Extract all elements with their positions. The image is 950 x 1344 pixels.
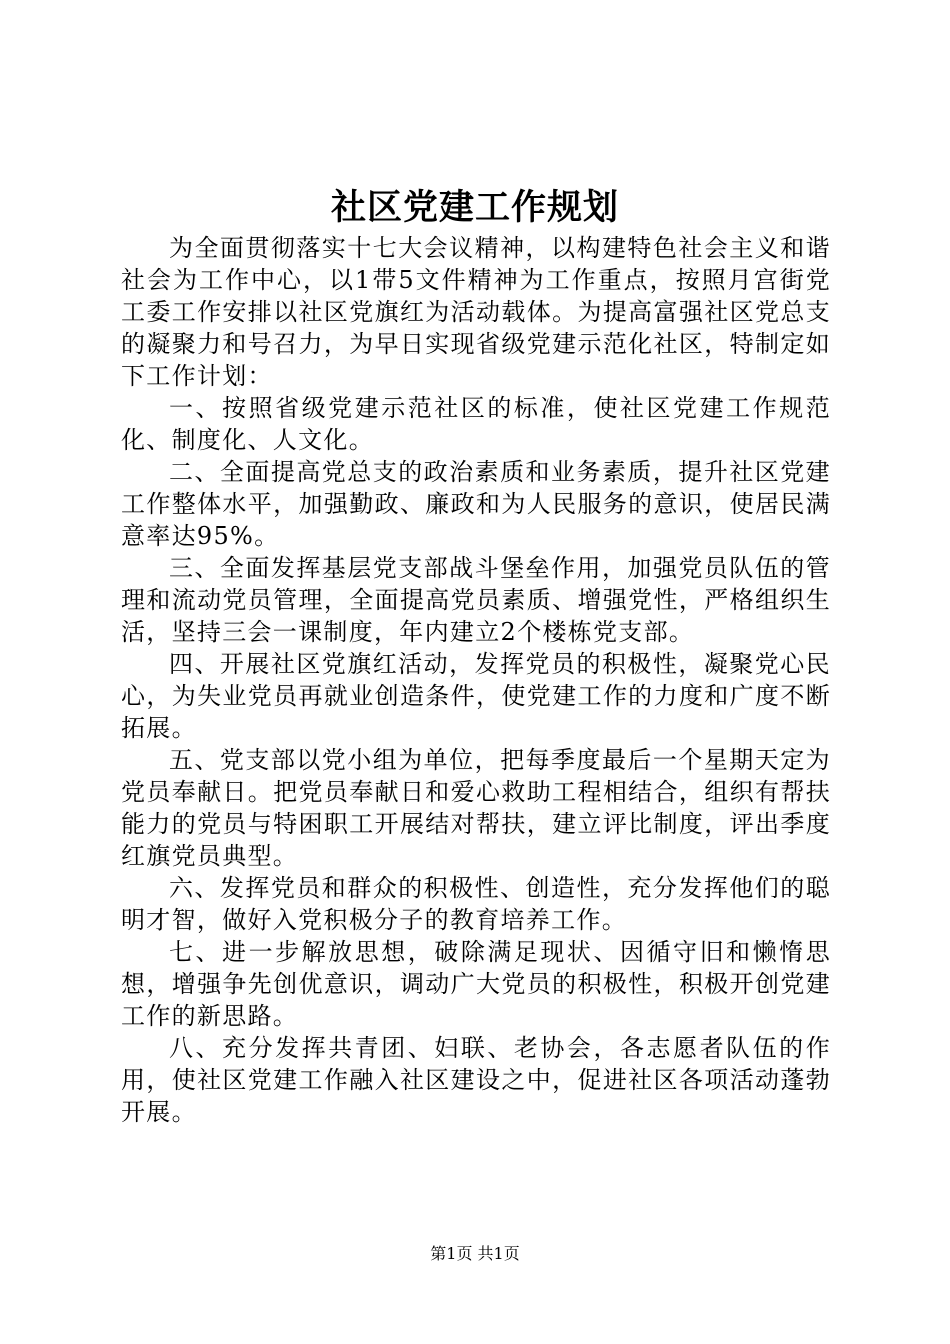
paragraph-item-1: 一、按照省级党建示范社区的标准，使社区党建工作规范化、制度化、人文化。 bbox=[121, 394, 831, 454]
document-body bbox=[121, 232, 831, 1128]
paragraph-item-4: 四、开展社区党旗红活动，发挥党员的积极性，凝聚党心民心，为失业党员再就业创造条件，使党建工作的力度和广度不断拓展。 bbox=[121, 650, 831, 742]
paragraph-item-8: 八、充分发挥共青团、妇联、老协会，各志愿者队伍的作用，使社区党建工作融入社区建设之中，促进社区各项活动蓬勃开展。 bbox=[121, 1034, 831, 1126]
paragraph-item-6: 六、发挥党员和群众的积极性、创造性，充分发挥他们的聪明才智，做好入党积极分子的教育培养工作。 bbox=[121, 874, 831, 934]
paragraph-item-3: 三、全面发挥基层党支部战斗堡垒作用，加强党员队伍的管理和流动党员管理，全面提高党员素质、增强党性，严格组织生活，坚持三会一课制度，年内建立2个楼栋党支部。 bbox=[121, 554, 831, 646]
paragraph-item-5: 五、党支部以党小组为单位，把每季度最后一个星期天定为党员奉献日。把党员奉献日和爱心救助工程相结合，组织有帮扶能力的党员与特困职工开展结对帮扶，建立评比制度，评出季度红旗党员典型。 bbox=[121, 746, 831, 870]
paragraph-item-2: 二、全面提高党总支的政治素质和业务素质，提升社区党建工作整体水平，加强勤政、廉政和为人民服务的意识，使居民满意率达95%。 bbox=[121, 458, 831, 550]
document-title: 社区党建工作规划 bbox=[330, 187, 619, 228]
paragraph-item-7: 七、进一步解放思想，破除满足现状、因循守旧和懒惰思想，增强争先创优意识，调动广大党员的积极性，积极开创党建工作的新思路。 bbox=[121, 938, 831, 1030]
page-footer: 第1页 共1页 bbox=[430, 1244, 520, 1263]
paragraph-intro: 为全面贯彻落实十七大会议精神，以构建特色社会主义和谐社会为工作中心，以1带5文件精神为工作重点，按照月宫街党工委工作安排以社区党旗红为活动载体。为提高富强社区党总支的凝聚力和号召力，为早日实现省级党建示范化社区，特制定如下工作计划： bbox=[121, 234, 831, 390]
